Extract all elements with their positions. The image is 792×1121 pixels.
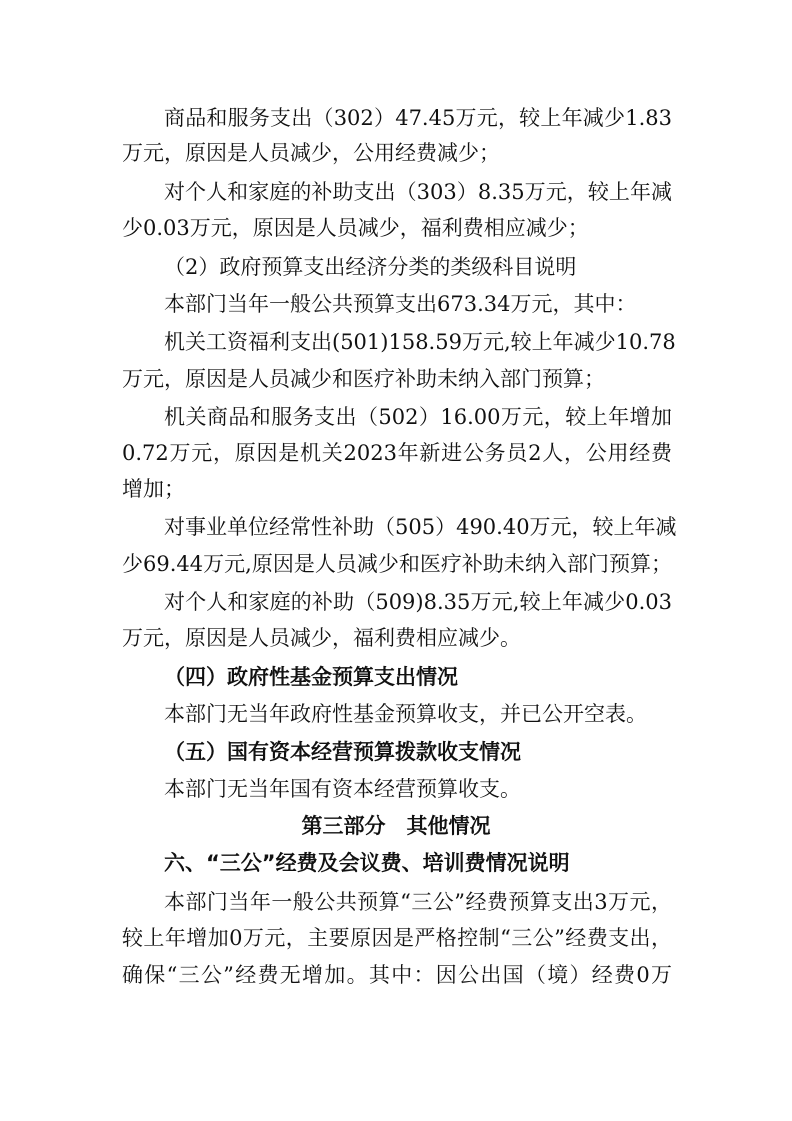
section-heading: （五）国有资本经营预算拨款收支情况 xyxy=(164,740,521,764)
paragraph-line: 本部门当年一般公共预算“三公”经费预算支出3万元， xyxy=(164,890,672,914)
paragraph-line: 万元，原因是人员减少，福利费相应减少。 xyxy=(122,626,521,650)
paragraph-line: 确保“三公”经费无增加。其中：因公出国（境）经费0万 xyxy=(122,963,672,987)
paragraph-line: 机关商品和服务支出（502）16.00万元，较上年增加 xyxy=(164,405,672,429)
paragraph-line: 机关工资福利支出(501)158.59万元,较上年减少10.78 xyxy=(164,330,676,354)
paragraph-line: 0.72万元，原因是机关2023年新进公务员2人，公用经费 xyxy=(122,441,672,465)
paragraph-line: 本部门无当年政府性基金预算收支，并已公开空表。 xyxy=(164,702,647,726)
paragraph-line: 商品和服务支出（302）47.45万元，较上年减少1.83 xyxy=(164,106,672,130)
paragraph-line: 较上年增加0万元，主要原因是严格控制“三公”经费支出， xyxy=(122,926,672,950)
paragraph-line: 万元，原因是人员减少，公用经费减少； xyxy=(122,141,500,165)
paragraph-line: 少69.44万元,原因是人员减少和医疗补助未纳入部门预算； xyxy=(122,552,672,576)
paragraph-line: 万元，原因是人员减少和医疗补助未纳入部门预算； xyxy=(122,367,605,391)
paragraph-line: 少0.03万元，原因是人员减少，福利费相应减少； xyxy=(122,216,589,240)
paragraph-line: 增加； xyxy=(122,477,185,501)
part-title: 第三部分 其他情况 xyxy=(301,814,491,838)
paragraph-line: （2）政府预算支出经济分类的类级科目说明 xyxy=(164,255,577,279)
paragraph-line: 本部门当年一般公共预算支出673.34万元，其中： xyxy=(164,292,637,316)
section-heading: 六、“三公”经费及会议费、培训费情况说明 xyxy=(164,851,570,875)
section-heading: （四）政府性基金预算支出情况 xyxy=(164,665,458,689)
paragraph-line: 对个人和家庭的补助（509)8.35万元,较上年减少0.03 xyxy=(164,590,672,614)
paragraph-line: 本部门无当年国有资本经营预算收支。 xyxy=(164,777,521,801)
paragraph-line: 对事业单位经常性补助（505）490.40万元，较上年减 xyxy=(164,515,677,539)
paragraph-line: 对个人和家庭的补助支出（303）8.35万元，较上年减 xyxy=(164,180,672,204)
